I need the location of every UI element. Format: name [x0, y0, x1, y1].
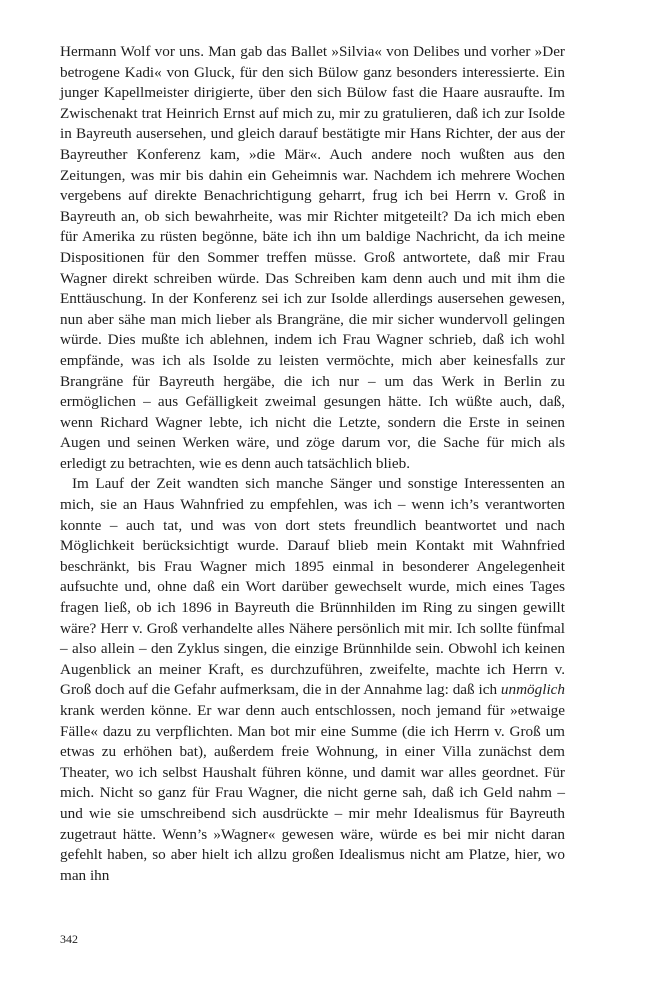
emphasis-unmoeglich: unmöglich: [500, 681, 565, 699]
paragraph-1-text: Hermann Wolf vor uns. Man gab das Ballet »Silvia« von Delibes und vorher »Der betrogene Kadi« von Gluck, für den sich Bülow ganz besonders interessierte. Ein junger Kapellmeister dirigierte, über den sich Bülow fast die Haare ausraufte. Im Zwischenakt trat Heinrich Ernst auf mich zu, mir zu gratulieren, daß ich zur Isolde in Bayreuth ausersehen, und gleich darauf bestätigte mir Hans Richter, der aus der Bayreuther Konferenz kam, »die Mär«. Auch andere noch wußten aus den Zeitungen, was mir bis dahin ein Geheimnis war. Nachdem ich mehrere Wochen vergebens auf direkte Benachrichtigung geharrt, frug ich bei Herrn v. Groß in Bayreuth an, ob sich bewahrheite, was mir Richter mitgeteilt? Da ich mich eben für Amerika zu rüsten begönne, bäte ich ihn um baldige Nachricht, da ich meine Dispositionen für den Sommer treffen müsse. Groß antwortete, daß mir Frau Wagner direkt schreiben würde. Das Schreiben kam denn auch und mit ihm die Enttäuschung. In der Konferenz sei ich zur Isolde allerdings ausersehen gewesen, nun aber sähe man mich lieber als Brangräne, die mir sicher wundervoll gelingen würde. Dies mußte ich ablehnen, indem ich Frau Wagner schrieb, daß ich wohl empfände, was ich als Isolde zu leisten vermöchte, mich aber keinesfalls zur Brangräne für Bayreuth hergäbe, die ich nur – um das Werk in Berlin zu ermöglichen – aus Gefälligkeit zweimal gesungen hätte. Ich wüßte auch, daß, wenn Richard Wagner lebte, ich nicht die Letzte, sondern die Erste in seinen Augen und seinen Werken wäre, und zöge darum vor, die Sache für mich als erledigt zu betrachten, wie es denn auch tatsächlich blieb.: [60, 43, 565, 472]
page-body: [60, 42, 565, 886]
paragraph-2: [60, 474, 565, 886]
page-number: 342: [60, 932, 78, 946]
paragraph-1: [60, 42, 565, 474]
paragraph-2-text-a: Im Lauf der Zeit wandten sich manche Sänger und sonstige Interessenten an mich, sie an Haus Wahnfried zu empfehlen, was ich – wenn ich’s verantworten konnte – auch tat, und was von dort stets freundlich beantwortet und nach Möglichkeit berücksichtigt wurde. Darauf blieb mein Kontakt mit Wahnfried beschränkt, bis Frau Wagner mich 1895 einmal in besonderer Angelegenheit aufsuchte und, ohne daß ein Wort darüber gewechselt wurde, mich eines Tages fragen ließ, ob ich 1896 in Bayreuth die Brünnhilden im Ring zu singen gewillt wäre? Herr v. Groß verhandelte alles Nähere persönlich mit mir. Ich sollte fünfmal – also allein – den Zyklus singen, die einzige Brünnhilde sein. Obwohl ich keinen Augenblick an meiner Kraft, es durchzuführen, zweifelte, machte ich Herrn v. Groß doch auf die Gefahr aufmerksam, die in der Annahme lag: daß ich: [60, 475, 565, 699]
paragraph-2-text-b: krank werden könne. Er war denn auch entschlossen, noch jemand für »etwaige Fälle« dazu zu verpflichten. Man bot mir eine Summe (die ich Herrn v. Groß um etwas zu erhöhen bat), außerdem freie Wohnung, in einer Villa zunächst dem Theater, wo ich selbst Haushalt führen könne, und damit war alles geordnet. Für mich. Nicht so ganz für Frau Wagner, die nicht gerne sah, daß ich Geld nahm – und wie sie umschreibend sich ausdrückte – mir mehr Idealismus für Bayreuth zugetraut hätte. Wenn’s »Wagner« gewesen wäre, würde es bei mir nicht daran gefehlt haben, so aber hielt ich allzu großen Idealismus nicht am Platze, hier, wo man ihn: [60, 702, 565, 884]
